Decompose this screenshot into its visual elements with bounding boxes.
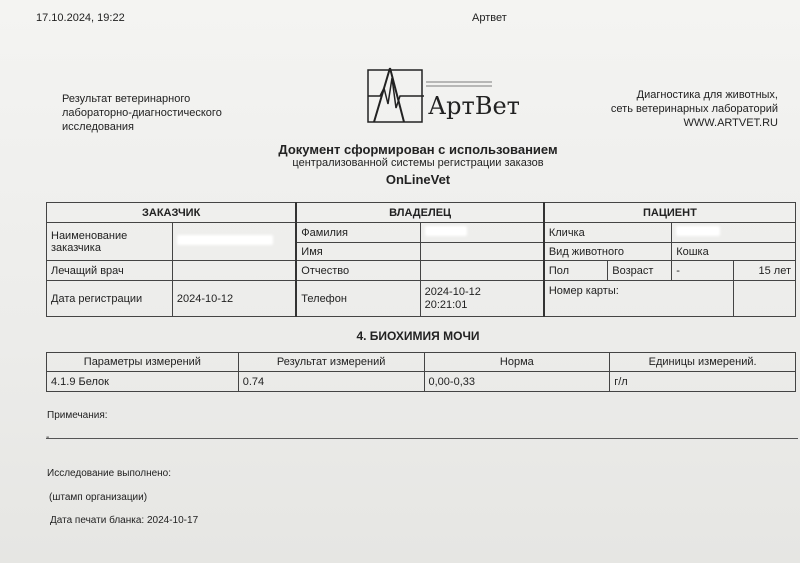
notes-divider	[46, 438, 798, 439]
customer-name-value	[172, 223, 296, 261]
phone-value-time: 20:21:01	[424, 298, 468, 311]
phone-value-date: 2024-10-12	[424, 285, 481, 298]
age-value: 15 лет	[734, 261, 796, 281]
table-row	[47, 372, 796, 392]
result-param: 4.1.9 Белок	[47, 372, 239, 392]
redacted-field	[425, 226, 467, 236]
results-header-param: Параметры измерений	[47, 353, 239, 372]
results-header-unit: Единицы измерений.	[610, 353, 796, 372]
info-header-row	[47, 203, 796, 223]
lab-line: сеть ветеринарных лабораторий	[610, 103, 778, 115]
section-title: 4. БИОХИМИЯ МОЧИ	[356, 329, 480, 343]
patronymic-value	[420, 261, 544, 281]
document-title: Документ сформирован с использованием	[278, 142, 558, 157]
nickname-value	[672, 223, 796, 243]
card-number-value	[734, 281, 796, 317]
surname-label: Фамилия	[296, 223, 420, 243]
nickname-label: Кличка	[544, 223, 672, 243]
phone-label: Телефон	[296, 281, 420, 317]
name-value	[420, 243, 544, 261]
page-header-site: Артвет	[472, 12, 507, 24]
species-value: Кошка	[672, 243, 796, 261]
description-line: Результат ветеринарного	[62, 93, 191, 105]
print-date: Дата печати бланка: 2024-10-17	[50, 515, 199, 526]
lab-description	[611, 88, 778, 130]
system-name: OnLineVet	[385, 172, 451, 187]
surname-value	[420, 223, 544, 243]
stamp-label: (штамп организации)	[49, 492, 148, 503]
result-unit: г/л	[610, 372, 796, 392]
document-subtitle: централизованной системы регистрации заказов	[292, 157, 544, 169]
print-datetime: 17.10.2024, 19:22	[36, 12, 125, 24]
card-number-label: Номер карты:	[544, 281, 734, 317]
notes-label: Примечания:	[47, 410, 108, 421]
lab-website: WWW.ARTVET.RU	[683, 117, 778, 129]
result-value: 0.74	[238, 372, 424, 392]
document-description	[62, 92, 262, 134]
notes-value: -	[46, 432, 50, 443]
logo-text: АртВет	[428, 92, 520, 120]
age-dash: -	[672, 261, 734, 281]
sex-label: Пол	[544, 261, 608, 281]
description-line: лабораторно-диагностического	[62, 107, 222, 119]
results-header-result: Результат измерений	[238, 353, 424, 372]
lab-line: Диагностика для животных,	[636, 89, 778, 101]
results-header-norm: Норма	[424, 353, 610, 372]
patronymic-label: Отчество	[296, 261, 420, 281]
info-row	[47, 223, 796, 243]
info-row	[47, 261, 796, 281]
customer-name-label: Наименование заказчика	[47, 223, 173, 261]
owner-header: ВЛАДЕЛЕЦ	[296, 203, 544, 223]
artvet-logo	[366, 64, 520, 126]
results-header-row	[47, 353, 796, 372]
customer-header: ЗАКАЗЧИК	[47, 203, 297, 223]
name-label: Имя	[296, 243, 420, 261]
info-row	[47, 281, 796, 317]
doctor-label: Лечащий врач	[47, 261, 173, 281]
age-label: Возраст	[608, 261, 672, 281]
doctor-value	[172, 261, 296, 281]
species-label: Вид животного	[544, 243, 672, 261]
description-line: исследования	[62, 121, 134, 133]
phone-value	[420, 281, 544, 317]
result-norm: 0,00-0,33	[424, 372, 610, 392]
performed-label: Исследование выполнено:	[47, 468, 172, 479]
redacted-field	[676, 226, 720, 236]
results-table	[46, 352, 796, 392]
patient-header: ПАЦИЕНТ	[544, 203, 796, 223]
info-table	[46, 202, 796, 317]
reg-date-label: Дата регистрации	[47, 281, 173, 317]
reg-date-value: 2024-10-12	[172, 281, 296, 317]
redacted-field	[177, 235, 273, 245]
